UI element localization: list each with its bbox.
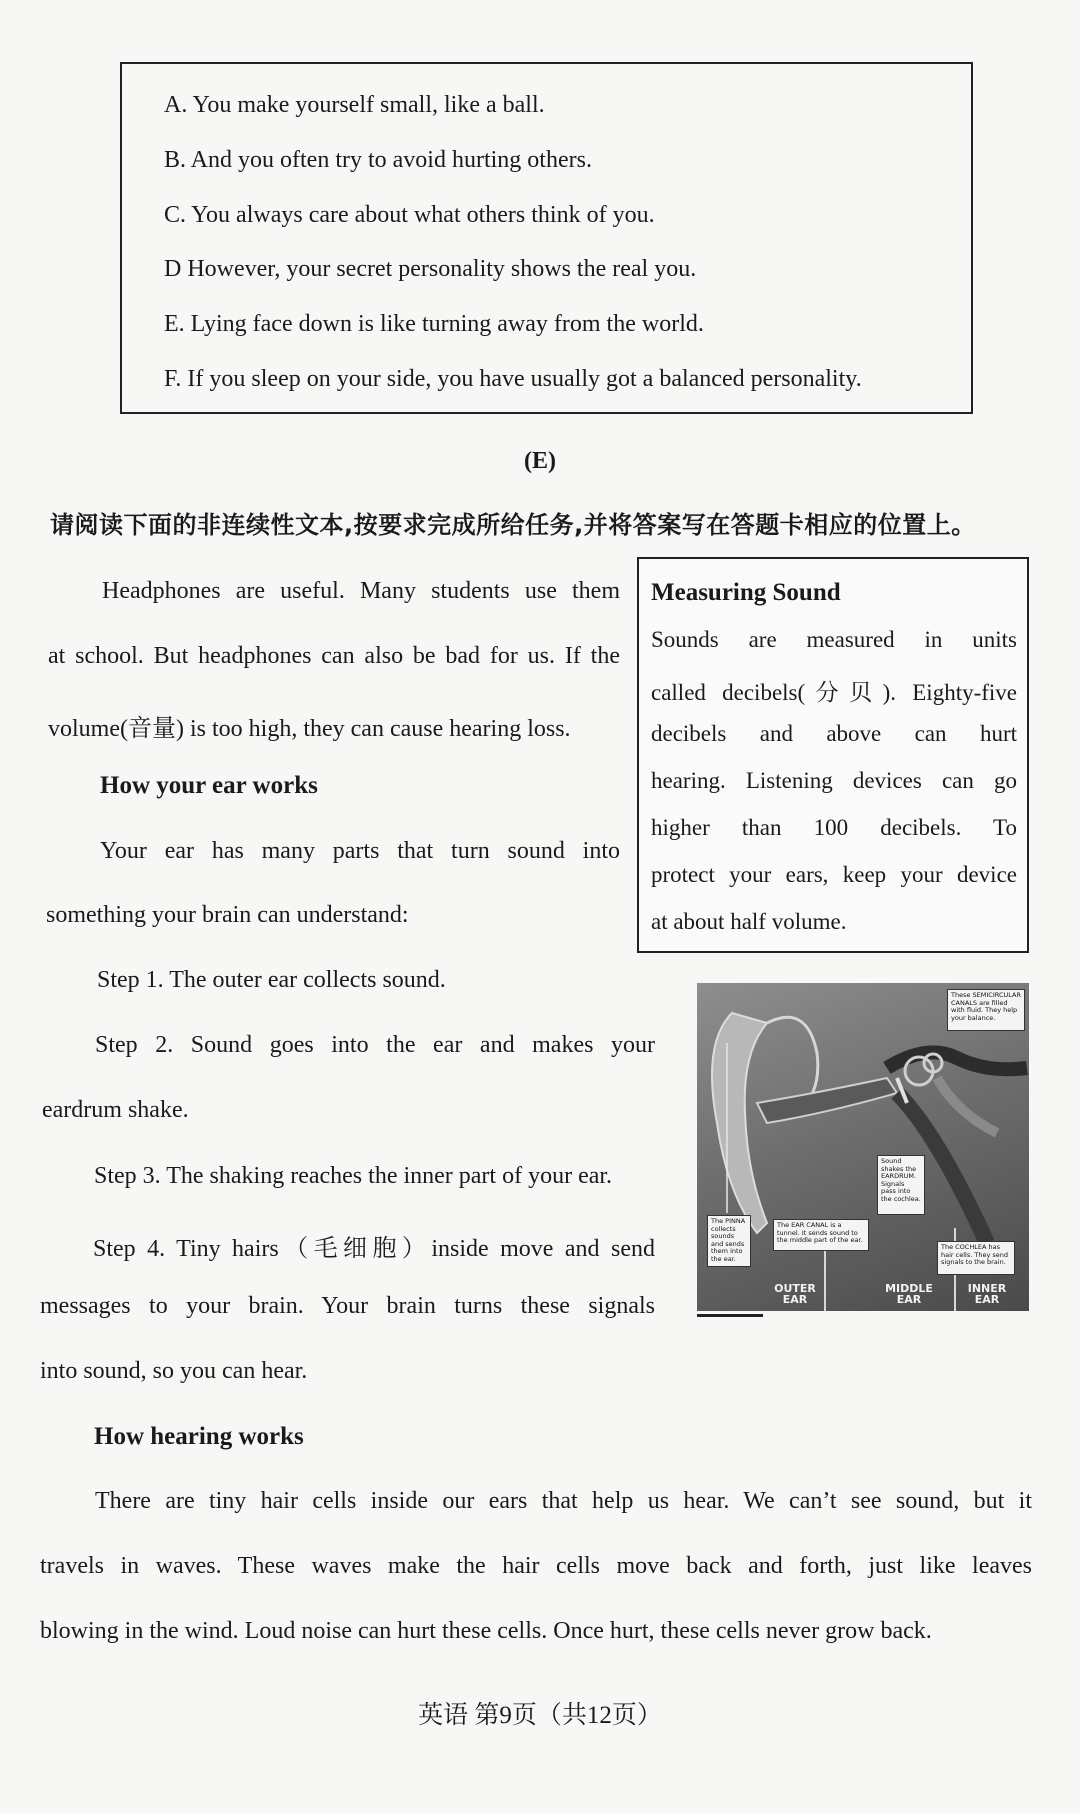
hearing-line: blowing in the wind. Loud noise can hurt these cells. Once hurt, these cells never grow back. xyxy=(40,1618,932,1644)
option-f: F. If you sleep on your side, you have usually got a balanced personality. xyxy=(164,366,862,392)
measuring-sound-line: protect your ears, keep your device xyxy=(651,862,1017,887)
intro-line: volume(音量) is too high, they can cause hearing loss. xyxy=(48,716,571,742)
step-4-line: into sound, so you can hear. xyxy=(40,1358,308,1384)
hearing-line: There are tiny hair cells inside our ears that help us hear. We can’t see sound, but it xyxy=(95,1488,1032,1514)
instruction-text: 请阅读下面的非连续性文本,按要求完成所给任务,并将答案写在答题卡相应的位置上。 xyxy=(50,511,976,539)
step-4-line: messages to your brain. Your brain turns these signals xyxy=(40,1293,655,1319)
ear-intro-line: something your brain can understand: xyxy=(46,902,409,928)
semicircular-canals-label: These SEMICIRCULAR CANALS are filled with fluid. They help your balance. xyxy=(947,989,1025,1031)
intro-line: at school. But headphones can also be bad for us. If the xyxy=(48,643,620,669)
option-d: D However, your secret personality shows the real you. xyxy=(164,256,697,282)
measuring-sound-box xyxy=(637,557,1029,953)
heading-hearing-works: How hearing works xyxy=(94,1423,304,1450)
measuring-sound-line: higher than 100 decibels. To xyxy=(651,815,1017,840)
measuring-sound-line: hearing. Listening devices can go xyxy=(651,768,1017,793)
middle-ear-label: MIDDLE EAR xyxy=(885,1282,933,1306)
intro-line: Headphones are useful. Many students use them xyxy=(102,578,620,604)
measuring-sound-line: at about half volume. xyxy=(651,909,847,934)
option-e: E. Lying face down is like turning away from the world. xyxy=(164,311,704,337)
outer-ear-label: OUTER EAR xyxy=(774,1282,816,1306)
step-2-line: Step 2. Sound goes into the ear and makes your xyxy=(95,1032,655,1058)
measuring-sound-line: called decibels(分贝). Eighty-five xyxy=(651,680,1017,705)
cochlea-label: The COCHLEA has hair cells. They send signals to the brain. xyxy=(937,1241,1015,1275)
page-footer: 英语 第9页（共12页） xyxy=(418,1702,662,1729)
ear-diagram xyxy=(697,983,1029,1311)
step-1: Step 1. The outer ear collects sound. xyxy=(97,967,446,993)
figure-underline xyxy=(697,1314,763,1317)
eardrum-label: Sound shakes the EARDRUM. Signals pass into the cochlea. xyxy=(877,1155,925,1215)
ear-canal-label: The EAR CANAL is a tunnel. It sends sound to the middle part of the ear. xyxy=(773,1219,869,1251)
option-b: B. And you often try to avoid hurting others. xyxy=(164,147,592,173)
measuring-sound-line: decibels and above can hurt xyxy=(651,721,1017,746)
measuring-sound-line: Sounds are measured in units xyxy=(651,627,1017,652)
step-2-line: eardrum shake. xyxy=(42,1097,189,1123)
ear-intro-line: Your ear has many parts that turn sound into xyxy=(100,838,620,864)
measuring-sound-title: Measuring Sound xyxy=(651,579,841,606)
step-4-line: Step 4. Tiny hairs（毛细胞）inside move and send xyxy=(93,1236,655,1262)
option-c: C. You always care about what others think of you. xyxy=(164,202,655,228)
hearing-line: travels in waves. These waves make the hair cells move back and forth, just like leaves xyxy=(40,1553,1032,1579)
section-label: (E) xyxy=(524,448,556,474)
step-3: Step 3. The shaking reaches the inner part of your ear. xyxy=(94,1163,613,1189)
inner-ear-label: INNER EAR xyxy=(967,1282,1007,1306)
pinna-label: The PINNA collects sounds and sends them into the ear. xyxy=(707,1215,751,1267)
options-box xyxy=(120,62,973,414)
heading-ear-works: How your ear works xyxy=(100,772,318,799)
option-a: A. You make yourself small, like a ball. xyxy=(164,92,545,118)
